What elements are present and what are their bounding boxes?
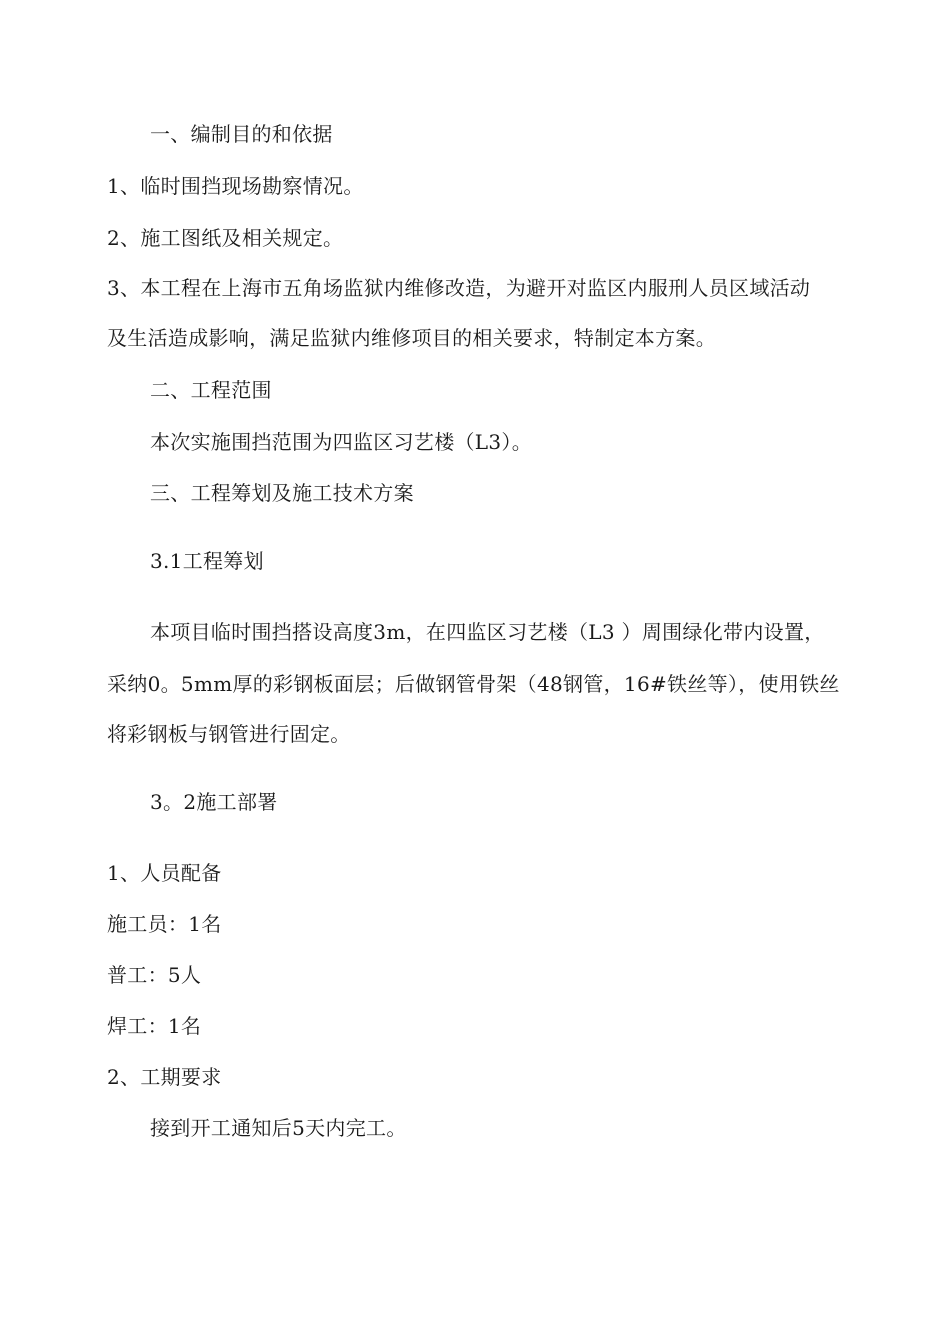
section1-item-3: 3、本工程在上海市五角场监狱内维修改造，为避开对监区内服刑人员区域活动 (107, 276, 811, 300)
section3-heading: 三、工程筹划及施工技术方案 (150, 481, 414, 505)
section1-item-3-continued: 及生活造成影响，满足监狱内维修项目的相关要求，特制定本方案。 (107, 326, 716, 350)
staffing-heading: 1、人员配备 (107, 861, 222, 885)
schedule-heading: 2、工期要求 (107, 1065, 222, 1089)
section1-item-1: 1、临时围挡现场勘察情况。 (107, 174, 364, 198)
subsection-3-1-line-1: 本项目临时围挡搭设高度3m，在四监区习艺楼（L3 ）周围绿化带内设置， (150, 620, 825, 644)
section2-heading: 二、工程范围 (150, 378, 272, 402)
staff-item-construction-worker: 施工员：1名 (107, 912, 222, 936)
staff-item-general-labor: 普工：5人 (107, 963, 202, 987)
subsection-3-1-line-2: 采纳0。5mm厚的彩钢板面层；后做钢管骨架（48钢管，16#铁丝等），使用铁丝 (107, 672, 840, 696)
staff-item-welder: 焊工：1名 (107, 1014, 202, 1038)
section1-item-2: 2、施工图纸及相关规定。 (107, 226, 344, 250)
section1-heading: 一、编制目的和依据 (150, 122, 333, 146)
subsection-3-2-heading: 3。2施工部署 (150, 790, 278, 814)
subsection-3-1-heading: 3.1工程筹划 (150, 549, 264, 573)
section2-body: 本次实施围挡范围为四监区习艺楼（L3）。 (150, 430, 533, 454)
schedule-body: 接到开工通知后5天内完工。 (150, 1116, 407, 1140)
subsection-3-1-line-3: 将彩钢板与钢管进行固定。 (107, 722, 351, 746)
